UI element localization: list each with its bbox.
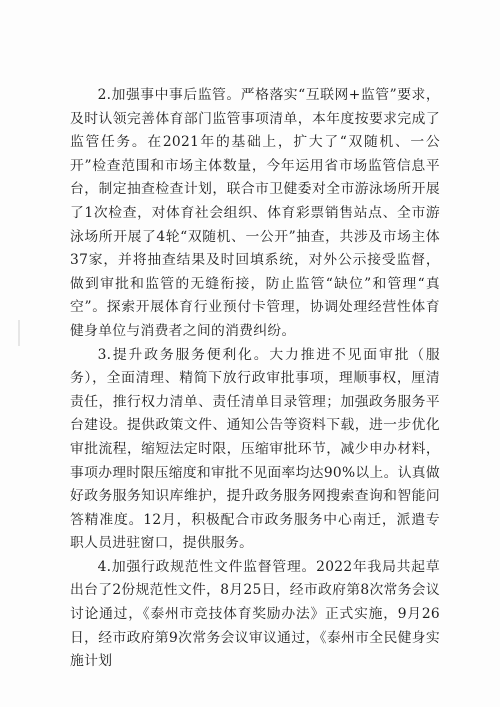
document-body [70,84,440,674]
paragraph-supervision [70,84,440,344]
paragraph-text: 严格落实“互联网+监管”要求，及时认领完善体育部门监管事项清单，本年度按要求完成了监管任务。在2021年的基础上，扩大了“双随机、一公开”检查范围和市场主体数量，今年运用省市场监管信息平台，制定抽查检查计划，联合市卫健委对全市游泳场所开展了1次检查，对体育社会组织、体育彩票销售站点、全市游泳场所开展了4轮“双随机、一公开”抽查，共涉及市场主体37家，并将抽查结果及时回填系统，对外公示接受监督，做到审批和监管的无缝衔接，防止监管“缺位”和管理“真空”。探索开展体育行业预付卡管理，协调处理经营性体育健身单位与消费者之间的消费纠纷。 [70,87,440,339]
paragraph-text: 2022年我局共起草出台了2份规范性文件，8月25日，经市政府第8次常务会议讨论通过，《泰州市竞技体育奖励办法》正式实施，9月26日，经市政府第9次常务会议审议通过，《泰州市全民健身实施计划 [70,558,440,670]
paragraph-lead: 4.加强行政规范性文件监督管理。 [97,558,317,575]
paragraph-text: 大力推进不见面审批（服务），全面清理、精简下放行政审批事项，理顺事权，厘清责任，推行权力清单、责任清单目录管理；加强政务服务平台建设。提供政策文件、通知公告等资料下载，进一步优化审批流程，缩短法定时限，压缩审批环节，减少申办材料，事项办理时限压缩度和审批不见面率均达90%以上。认真做好政务服务知识库维护，提升政务服务网搜索查询和智能问答精准度。12月，积极配合市政务服务中心南迁，派遣专职人员进驻窗口，提供服务。 [70,346,440,552]
paragraph-normative-documents [70,556,440,674]
paragraph-lead: 3.提升政务服务便利化。 [97,346,270,363]
page-edge-mark [18,320,20,346]
paragraph-service-convenience [70,344,440,556]
paragraph-lead: 2.加强事中事后监管。 [97,87,241,103]
